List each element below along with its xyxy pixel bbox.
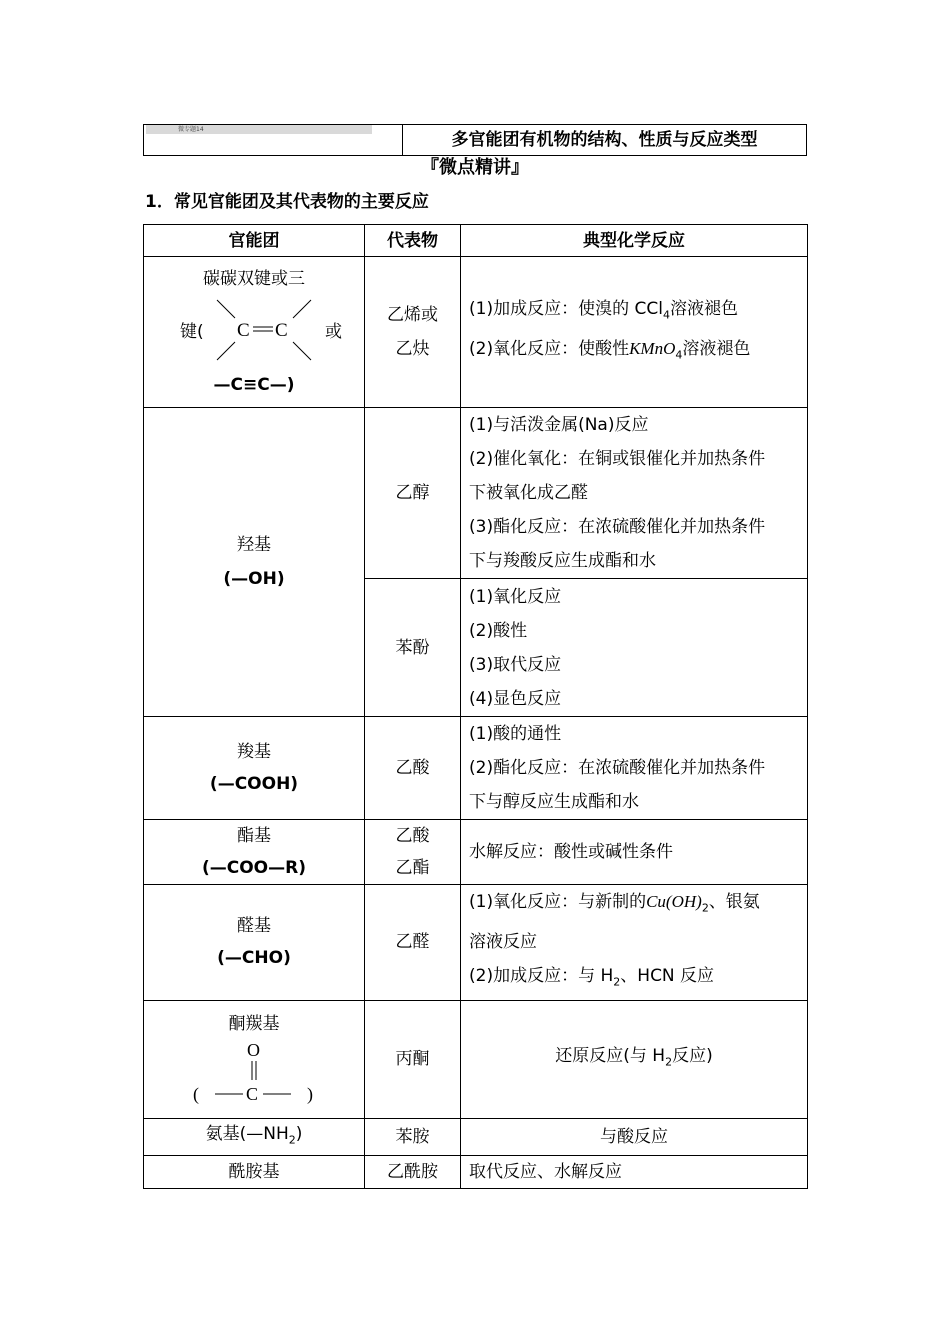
topic-badge: 微专题14 [146, 125, 372, 134]
carbon-atom: C [246, 1084, 259, 1105]
group-name: 酮羰基 [228, 1014, 280, 1035]
table-row [144, 1118, 808, 1155]
reaction-cell: 与酸反应 [461, 1118, 808, 1155]
oxygen-atom: O [247, 1040, 260, 1061]
ketone-structure-svg [189, 1036, 319, 1106]
group-prefix: 键( [180, 322, 204, 342]
group-structure-row [152, 292, 356, 372]
group-name: 醛基 [237, 916, 271, 937]
group-cell [144, 1118, 365, 1155]
reaction-line: 溶液反应 [469, 932, 537, 953]
group-formula: (—CHO) [217, 948, 291, 969]
reaction-line: (3)取代反应 [469, 654, 562, 675]
reaction-line: (2)催化氧化：在铜或银催化并加热条件 [469, 449, 766, 469]
reaction-line: 下被氧化成乙醛 [469, 483, 588, 503]
group-cell [144, 408, 365, 717]
reaction-text: 溶液褪色 [682, 339, 751, 359]
reaction-text: 还原反应(与 H [555, 1046, 666, 1067]
table-row [144, 885, 808, 1001]
reaction-cell [461, 408, 808, 579]
reaction-line [469, 292, 799, 332]
rep-cell: 乙醛 [365, 885, 461, 1001]
header-reaction: 典型化学反应 [461, 225, 808, 257]
rep-cell: 乙酰胺 [365, 1156, 461, 1189]
subscript: 2 [665, 1055, 673, 1069]
table-row [144, 257, 808, 408]
reaction-line [469, 959, 799, 999]
reaction-line: 下与羧酸反应生成酯和水 [469, 551, 656, 571]
subscript: 2 [701, 901, 709, 915]
reaction-line [469, 332, 799, 372]
table-header-row [144, 225, 808, 257]
rep-cell: 乙酸 [365, 717, 461, 820]
reaction-text: (2)氧化反应：使酸性 [469, 339, 630, 359]
table-row [144, 1000, 808, 1118]
topic-header [143, 124, 807, 156]
subscript: 2 [288, 1133, 296, 1147]
reaction-line: 下与醇反应生成酯和水 [469, 792, 639, 812]
group-cell: 酰胺基 [144, 1156, 365, 1189]
group-name: 羟基 [237, 535, 271, 555]
functional-group-table [143, 224, 808, 1189]
table-row [144, 408, 808, 579]
rep-cell: 乙醇 [365, 408, 461, 579]
subscript: 4 [675, 348, 683, 362]
table-row [144, 820, 808, 885]
reaction-line [469, 885, 799, 925]
alkene-structure-svg [209, 294, 319, 370]
reaction-cell: 水解反应：酸性或碱性条件 [461, 820, 808, 885]
table-row [144, 717, 808, 820]
group-cell [144, 885, 365, 1001]
reaction-text: (1)加成反应：使溴的 CCl [469, 298, 663, 319]
group-cell [144, 717, 365, 820]
reaction-cell [461, 1000, 808, 1118]
group-text: ) [295, 1123, 303, 1144]
group-name: 碳碳双键或三 [203, 269, 305, 289]
reaction-text: 、银氨 [708, 892, 760, 912]
subscript: 4 [662, 308, 670, 321]
paren-close: ) [307, 1084, 313, 1105]
group-formula: (—COO—R) [201, 858, 306, 878]
carbon-2: C [275, 320, 288, 341]
topic-title: 多官能团有机物的结构、性质与反应类型 [451, 130, 758, 150]
rep-line: 乙酯 [395, 858, 430, 878]
group-cell [144, 1000, 365, 1118]
rep-cell: 苯胺 [365, 1118, 461, 1155]
table-row [144, 1156, 808, 1189]
rep-cell [365, 820, 461, 885]
reaction-line: (3)酯化反应：在浓硫酸催化并加热条件 [469, 517, 766, 537]
paren-open: ( [193, 1084, 199, 1105]
group-cell [144, 820, 365, 885]
reaction-cell [461, 717, 808, 820]
header-group: 官能团 [144, 225, 365, 257]
rep-line: 乙烯或 [387, 305, 438, 325]
reaction-cell: 取代反应、水解反应 [461, 1156, 808, 1189]
group-triple-bond: —C≡C—) [213, 375, 295, 395]
rep-cell: 丙酮 [365, 1000, 461, 1118]
formula-kmno4: KMnO [629, 339, 676, 358]
reaction-text: 反应) [672, 1046, 713, 1067]
group-formula: (—OH) [223, 569, 285, 589]
rep-cell: 苯酚 [365, 579, 461, 717]
reaction-text: (2)加成反应：与 H [469, 966, 614, 987]
group-suffix: 或 [324, 322, 342, 342]
header-left-cell [144, 125, 403, 155]
header-representative: 代表物 [365, 225, 461, 257]
rep-cell [365, 257, 461, 408]
group-name: 羧基 [237, 742, 271, 762]
reaction-cell [461, 885, 808, 1001]
group-text: 氨基(—NH [205, 1123, 289, 1144]
reaction-line: (1)酸的通性 [469, 724, 562, 744]
subscript: 2 [613, 975, 621, 989]
rep-line: 乙酸 [395, 826, 430, 846]
rep-line: 乙炔 [395, 339, 430, 359]
reaction-line: (2)酸性 [469, 620, 528, 641]
group-name: 酯基 [237, 826, 271, 846]
reaction-text: (1)氧化反应：与新制的 [469, 892, 647, 912]
reaction-text: 、HCN 反应 [620, 966, 715, 987]
reaction-line: (2)酯化反应：在浓硫酸催化并加热条件 [469, 758, 766, 778]
group-cell [144, 257, 365, 408]
carbon-1: C [237, 320, 250, 341]
group-formula: (—COOH) [209, 774, 299, 794]
formula-cuoh2: Cu(OH) [646, 892, 702, 911]
section-banner: 『微点精讲』 [421, 157, 529, 178]
reaction-cell [461, 257, 808, 408]
reaction-line: (1)氧化反应 [469, 586, 562, 607]
reaction-text: 溶液褪色 [669, 298, 738, 319]
section-heading: 1．常见官能团及其代表物的主要反应 [145, 192, 429, 212]
reaction-line: (4)显色反应 [469, 688, 562, 709]
reaction-line: (1)与活泼金属(Na)反应 [469, 415, 649, 435]
reaction-cell [461, 579, 808, 717]
